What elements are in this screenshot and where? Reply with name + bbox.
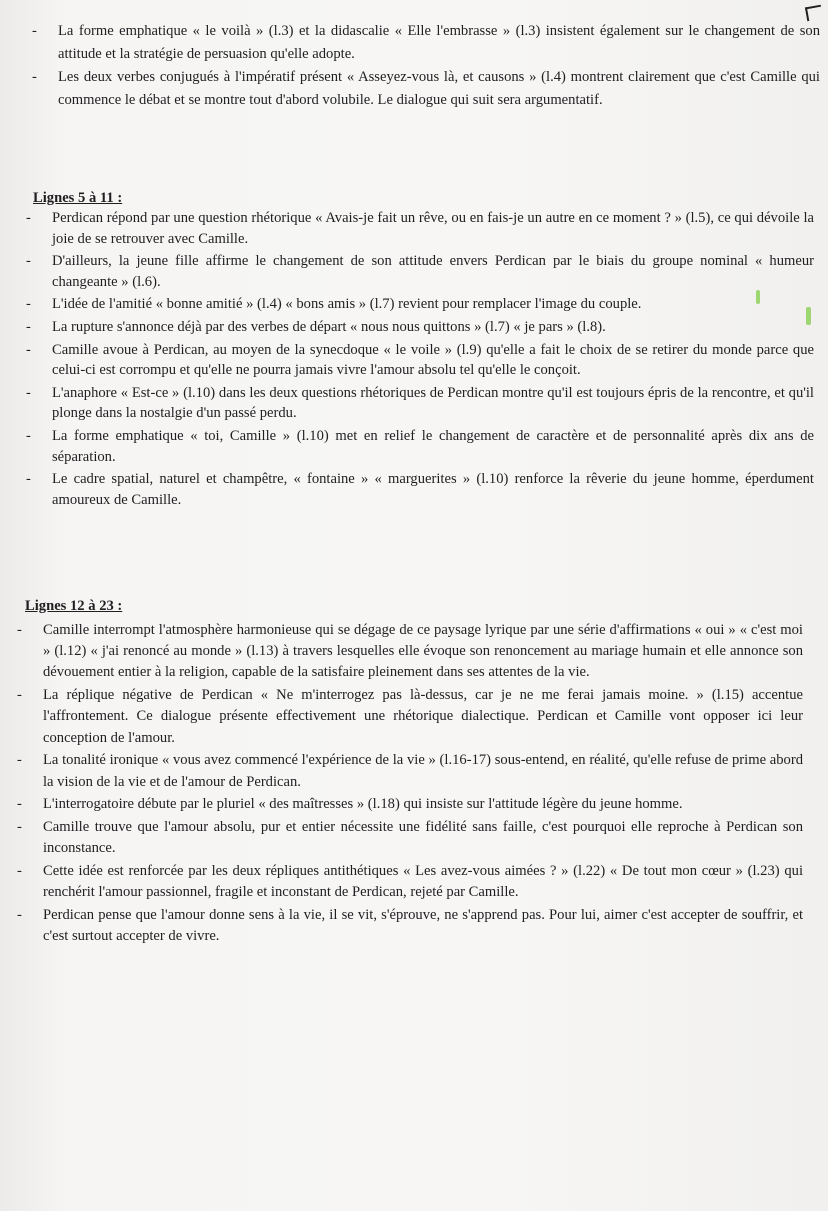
list-item — [26, 469, 814, 510]
list-item — [26, 317, 814, 338]
list-item — [17, 861, 803, 903]
bullet-dash: - — [17, 863, 22, 880]
list-item — [17, 620, 803, 684]
list-item — [26, 383, 814, 424]
intro-block — [32, 20, 820, 112]
list-item — [26, 340, 814, 381]
list-item — [17, 905, 803, 947]
corner-pen-mark — [805, 5, 823, 22]
list-item-text: Camille interrompt l'atmosphère harmonieuse qui se dégage de ce paysage lyrique par une série d'affirmations « oui » « c'est moi » (l.12) « j'ai renoncé au monde » (l.13) à travers lesquelles elle évoque son renoncement au mariage humain et elle annonce son dévouement entier à la religion, capable de la satisfaire pleinement dans ses attentes de la vie. — [43, 622, 803, 681]
section-heading-lines-5-11: Lignes 5 à 11 : — [33, 190, 123, 206]
list-item-text: La tonalité ironique « vous avez commencé l'expérience de la vie » (l.16-17) sous-entend, en réalité, qu'elle refuse de prime abord la vision de la vie et de l'amour de Perdican. — [43, 752, 803, 790]
section1-block — [26, 208, 814, 513]
list-item — [32, 66, 820, 111]
list-item — [17, 750, 803, 792]
bullet-dash: - — [26, 428, 31, 445]
list-item-text: L'interrogatoire débute par le pluriel « des maîtresses » (l.18) qui insiste sur l'attitude légère du jeune homme. — [43, 796, 683, 813]
list-item-text: Camille avoue à Perdican, au moyen de la synecdoque « le voile » (l.9) qu'elle a fait le choix de se retirer du monde parce que celui-ci est corrompu et qu'elle ne pourra jamais vivre l'amour absolu tel qu'elle le conçoit. — [52, 341, 814, 379]
list-item-text: Perdican pense que l'amour donne sens à la vie, il se vit, s'éprouve, ne s'apprend pas. Pour lui, aimer c'est accepter de souffrir, et c'est surtout accepter de vivre. — [43, 907, 803, 945]
bullet-dash: - — [17, 907, 22, 924]
bullet-dash: - — [26, 253, 31, 270]
bullet-dash: - — [26, 384, 31, 401]
list-item-text: Le cadre spatial, naturel et champêtre, « fontaine » « marguerites » (l.10) renforce la rêverie du jeune homme, éperdument amoureux de Camille. — [52, 471, 814, 508]
bullet-dash: - — [17, 752, 22, 769]
list-item-text: La rupture s'annonce déjà par des verbes de départ « nous nous quittons » (l.7) « je pars » (l.8). — [52, 319, 606, 336]
list-item-text: La réplique négative de Perdican « Ne m'interrogez pas là-dessus, car je ne me ferai jamais moine. » (l.15) accentue l'affrontement. Ce dialogue présente effectivement une rhétorique dialectique. Perdican et Camille vont opposer ici leur conception de l'amour. — [43, 687, 803, 746]
list-item-text: Camille trouve que l'amour absolu, pur et entier nécessite une fidélité sans faille, c'est pourquoi elle reproche à Perdican son inconstance. — [43, 819, 803, 857]
section2-block — [17, 620, 803, 949]
section-heading-lines-12-23: Lignes 12 à 23 : — [25, 598, 123, 614]
section2-list — [17, 620, 803, 948]
intro-list — [32, 20, 820, 111]
bullet-dash: - — [17, 819, 22, 836]
list-item-text: La forme emphatique « toi, Camille » (l.10) met en relief le changement de caractère et de personnalité après dix ans de séparation. — [52, 428, 814, 465]
list-item — [17, 685, 803, 749]
bullet-dash: - — [17, 796, 22, 813]
list-item-text: L'anaphore « Est-ce » (l.10) dans les deux questions rhétoriques de Perdican montre qu'il est toujours épris de la rencontre, et qu'il plonge dans la nostalgie d'un passé perdu. — [52, 384, 814, 422]
list-item — [32, 20, 820, 65]
bullet-dash: - — [17, 687, 22, 704]
list-item-text: D'ailleurs, la jeune fille affirme le changement de son attitude envers Perdican par le biais du groupe nominal « humeur changeante » (l.6). — [52, 253, 814, 290]
bullet-dash: - — [26, 296, 31, 313]
bullet-dash: - — [32, 23, 37, 39]
bullet-dash: - — [26, 319, 31, 336]
bullet-dash: - — [26, 341, 31, 358]
list-item-text: L'idée de l'amitié « bonne amitié » (l.4) « bons amis » (l.7) revient pour remplacer l'image du couple. — [52, 296, 642, 313]
list-item — [17, 817, 803, 859]
list-item-text: La forme emphatique « le voilà » (l.3) et la didascalie « Elle l'embrasse » (l.3) insistent également sur le changement de son attitude et la stratégie de persuasion qu'elle adopte. — [58, 23, 820, 62]
bullet-dash: - — [26, 471, 31, 488]
list-item — [17, 794, 803, 815]
section1-list — [26, 208, 814, 510]
highlighter-mark — [806, 307, 811, 325]
list-item — [26, 251, 814, 292]
list-item-text: Les deux verbes conjugués à l'impératif présent « Asseyez-vous là, et causons » (l.4) montrent clairement que c'est Camille qui commence le débat et se montre tout d'abord volubile. Le dialogue qui suit sera argumentatif. — [58, 69, 820, 108]
list-item — [26, 426, 814, 467]
list-item-text: Perdican répond par une question rhétorique « Avais-je fait un rêve, ou en fais-je un autre en ce moment ? » (l.5), ce qui dévoile la joie de se retrouver avec Camille. — [52, 210, 814, 247]
bullet-dash: - — [32, 69, 37, 85]
list-item-text: Cette idée est renforcée par les deux répliques antithétiques « Les avez-vous aimées ? » (l.22) « De tout mon cœur » (l.23) qui renchérit l'amour passionnel, fragile et inconstant de Perdican, rejeté par Camille. — [43, 863, 803, 901]
list-item — [26, 208, 814, 249]
highlighter-mark — [756, 290, 760, 304]
bullet-dash: - — [26, 210, 31, 226]
list-item — [26, 294, 814, 315]
bullet-dash: - — [17, 622, 22, 638]
